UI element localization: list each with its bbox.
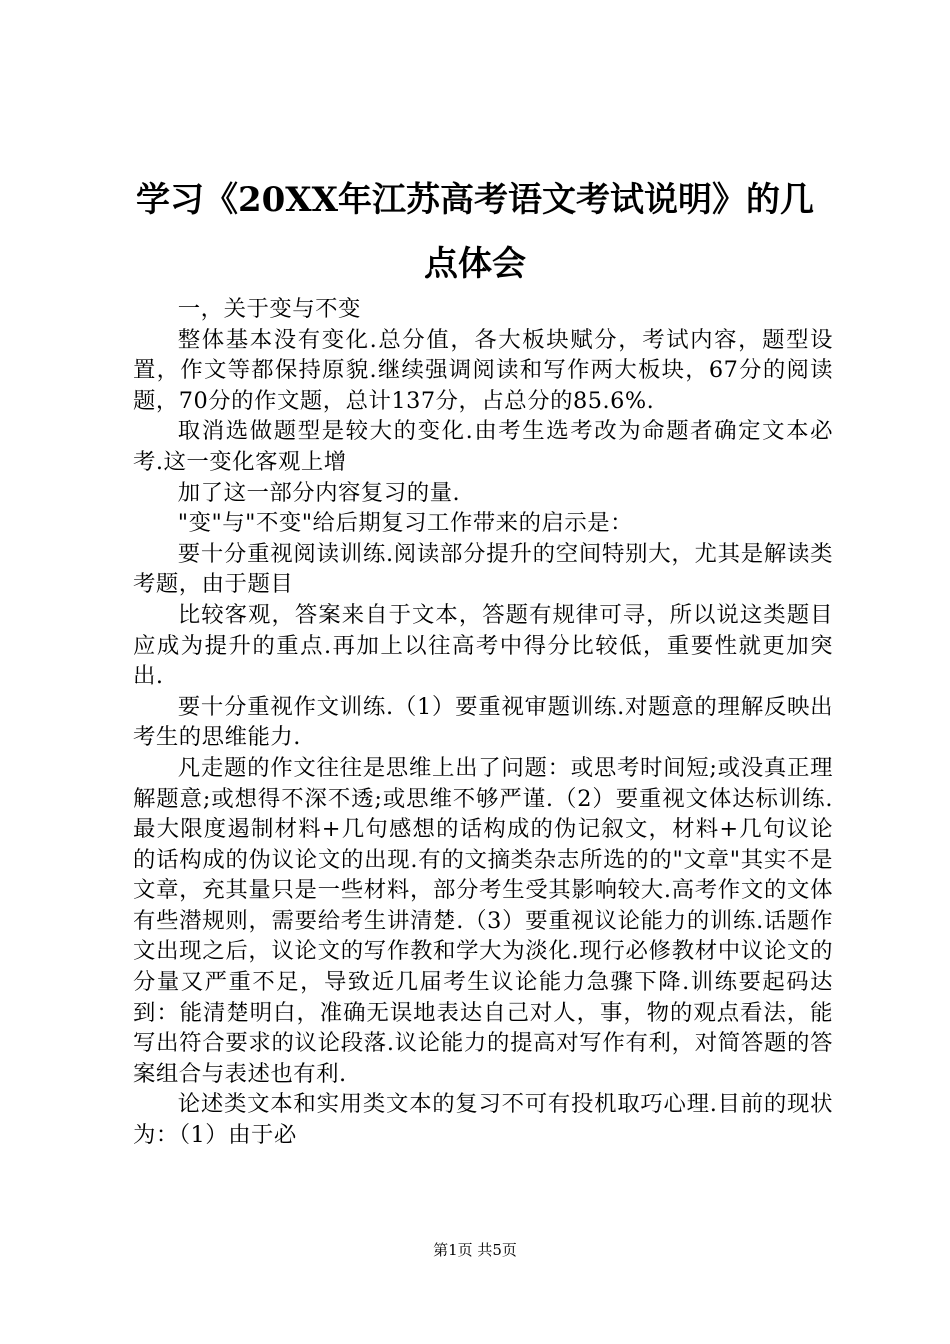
paragraph: 整体基本没有变化.总分值，各大板块赋分，考试内容，题型设置，作文等都保持原貌.继续强调阅读和写作两大板块，67分的阅读题，70分的作文题，总计137分，占总分的85.6%. — [133, 326, 833, 414]
paragraph: 要十分重视阅读训练.阅读部分提升的空间特别大，尤其是解读类考题，由于题目 — [133, 540, 833, 598]
paragraph: 要十分重视作文训练.（1）要重视审题训练.对题意的理解反映出考生的思维能力. — [133, 693, 833, 751]
paragraph: 论述类文本和实用类文本的复习不可有投机取巧心理.目前的现状为：（1）由于必 — [133, 1091, 833, 1149]
page-number-footer: 第1页 共5页 — [433, 1241, 517, 1259]
paragraph: 比较客观，答案来自于文本，答题有规律可寻，所以说这类题目应成为提升的重点.再加上以往高考中得分比较低，重要性就更加突出. — [133, 601, 833, 690]
paragraph: 凡走题的作文往往是思维上出了问题：或思考时间短;或没真正理解题意;或想得不深不透;或思维不够严谨.（2）要重视文体达标训练.最大限度遏制材料+几句感想的话构成的伪记叙文，材料+几句议论的话构成的伪议论文的出现.有的文摘类杂志所选的的"文章"其实不是文章，充其量只是一些材料，部分考生受其影响较大.高考作文的文体有些潜规则，需要给考生讲清楚.（3）要重视议论能力的训练.话题作文出现之后，议论文的写作教和学大为淡化.现行必修教材中议论文的分量又严重不足，导致近几届考生议论能力急骤下降.训练要起码达到：能清楚明白，准确无误地表达自己对人，事，物的观点看法，能写出符合要求的议论段落.议论能力的提高对写作有利，对简答题的答案组合与表述也有利. — [133, 754, 833, 1087]
paragraph: "变"与"不变"给后期复习工作带来的启示是： — [177, 510, 634, 537]
paragraph: 一，关于变与不变 — [177, 296, 361, 322]
paragraph: 加了这一部分内容复习的量. — [177, 479, 461, 506]
document-body — [133, 294, 833, 1151]
paragraph: 取消选做题型是较大的变化.由考生选考改为命题者确定文本必考.这一变化客观上增 — [133, 418, 833, 475]
document-title: 学习《20XX年江苏高考语文考试说明》的几点体会 — [135, 180, 815, 284]
